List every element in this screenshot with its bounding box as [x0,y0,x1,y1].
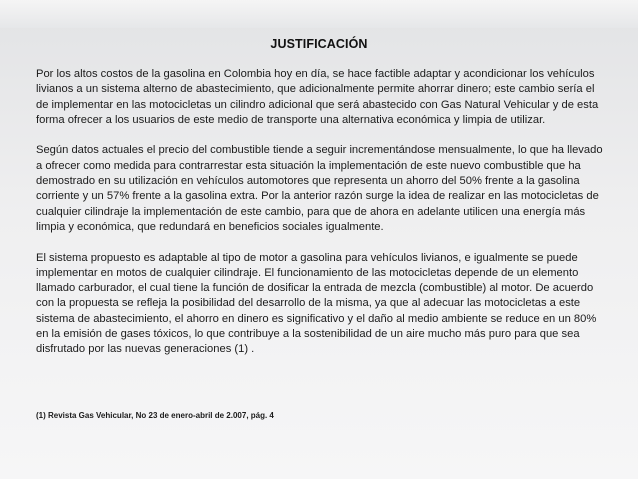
paragraph-3: El sistema propuesto es adaptable al tipo de motor a gasolina para vehículos livianos, e igualmente se puede implementar en motos de cualquier cilindraje. El funcionamiento de las motocicletas depende de un elemento llamado carburador, el cual tiene la función de dosificar la entrada de mezcla (combustible) al motor. De acuerdo con la propuesta se refleja la posibilidad del desarrollo de la misma, ya que al adecuar las motocicletas a este sistema de abastecimiento, el ahorro en dinero es significativo y el daño al medio ambiente se reduce en un 80% en la emisión de gases tóxicos, lo que contribuye a la sostenibilidad de un aire mucho más puro para que sea disfrutado por las nuevas generaciones (1) . [36,251,597,356]
body-text [36,67,608,373]
header-band [0,0,638,28]
page-title: JUSTIFICACIÓN [270,37,368,51]
paragraph-1: Por los altos costos de la gasolina en Colombia hoy en día, se hace factible adaptar y acondicionar los vehículos livianos a un sistema alterno de abastecimiento, que adicionalmente permite ahorrar dinero; este cambio sería el de implementar en las motocicletas un cilindro adicional que será abastecido con Gas Natural Vehicular y de esta forma ofrecer a los usuarios de este medio de transporte una alternativa económica y limpia de utilizar. [36,68,599,126]
footnote: (1) Revista Gas Vehicular, No 23 de enero-abril de 2.007, pág. 4 [36,411,274,420]
paragraph-2: Según datos actuales el precio del combustible tiende a seguir incrementándose mensualmente, lo que ha llevado a ofrecer como medida para contrarrestar esta situación la implementación de este nuevo combustible que ha demostrado en su utilización en vehículos automotores que representa un ahorro del 50% frente a la gasolina corriente y un 57% frente a la gasolina extra. Por la anterior razón surge la idea de realizar en las motocicletas de cualquier cilindraje la implementación de este cambio, para que de ahora en adelante utilicen una energía más limpia y económica, que redundará en beneficios sociales igualmente. [36,144,603,233]
